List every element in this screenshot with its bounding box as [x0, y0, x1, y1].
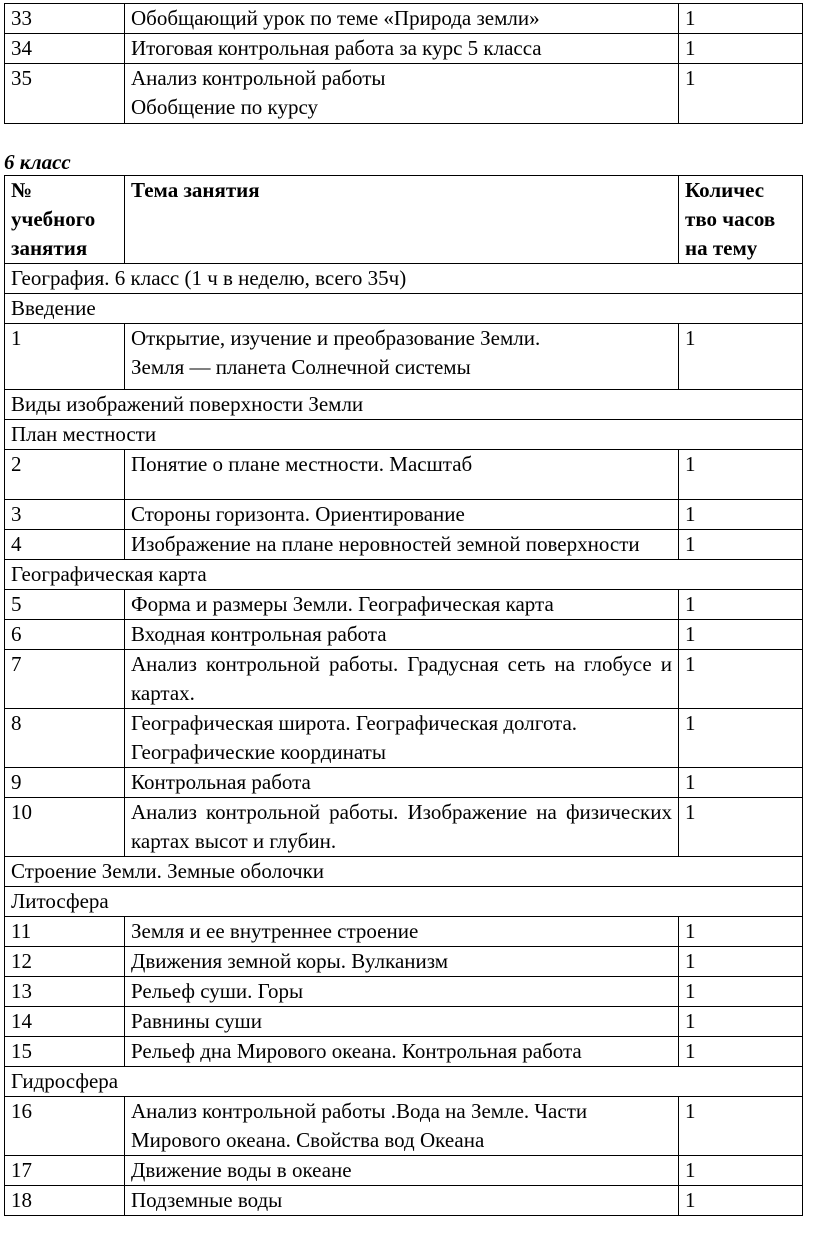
table-row	[5, 947, 803, 977]
subsection-row	[5, 887, 803, 917]
lesson-number: 14	[5, 1007, 125, 1037]
lesson-number: 18	[5, 1186, 125, 1216]
section-intro: Введение	[5, 294, 803, 324]
lesson-hours: 1	[679, 500, 803, 530]
table-row	[5, 34, 803, 64]
course-title: География. 6 класс (1 ч в неделю, всего 35ч)	[5, 264, 803, 294]
lesson-topic	[125, 64, 679, 124]
lesson-number: 11	[5, 917, 125, 947]
section-images: Виды изображений поверхности Земли	[5, 390, 803, 420]
header-hours: Количес тво часов на тему	[679, 176, 803, 264]
lesson-topic: Входная контрольная работа	[125, 620, 679, 650]
lesson-number: 5	[5, 590, 125, 620]
subsection-row	[5, 420, 803, 450]
subsection-map: Географическая карта	[5, 560, 803, 590]
lesson-hours: 1	[679, 450, 803, 500]
lesson-topic	[125, 709, 679, 768]
table-row	[5, 1007, 803, 1037]
lesson-number: 16	[5, 1097, 125, 1156]
lesson-hours: 1	[679, 1007, 803, 1037]
lesson-topic: Изображение на плане неровностей земной поверхности	[125, 530, 679, 560]
table-row	[5, 450, 803, 500]
table-row	[5, 324, 803, 390]
lesson-topic-line: Мирового океана. Свойства вод Океана	[131, 1128, 485, 1152]
lesson-topic: Понятие о плане местности. Масштаб	[125, 450, 679, 500]
lesson-number: 35	[5, 64, 125, 124]
lesson-hours: 1	[679, 4, 803, 34]
table-row	[5, 530, 803, 560]
subsection-plan: План местности	[5, 420, 803, 450]
lesson-topic: Форма и размеры Земли. Географическая карта	[125, 590, 679, 620]
lesson-topic: Обобщающий урок по теме «Природа земли»	[125, 4, 679, 34]
lesson-hours: 1	[679, 530, 803, 560]
table-row	[5, 798, 803, 857]
lessons-table-grade5-end	[4, 3, 803, 124]
lesson-topic-line: Обобщение по курсу	[131, 95, 319, 119]
lesson-topic-line: Земля — планета Солнечной системы	[131, 355, 471, 379]
lesson-hours: 1	[679, 1156, 803, 1186]
section-row	[5, 390, 803, 420]
course-row	[5, 264, 803, 294]
lesson-hours: 1	[679, 798, 803, 857]
section-structure: Строение Земли. Земные оболочки	[5, 857, 803, 887]
lesson-number: 9	[5, 768, 125, 798]
subsection-lithosphere: Литосфера	[5, 887, 803, 917]
lesson-topic: Контрольная работа	[125, 768, 679, 798]
lesson-number: 15	[5, 1037, 125, 1067]
lesson-topic: Анализ контрольной работы. Изображение на физических картах высот и глубин.	[125, 798, 679, 857]
lesson-topic-line: Открытие, изучение и преобразование Земли.	[131, 326, 541, 350]
lesson-topic: Равнины суши	[125, 1007, 679, 1037]
lesson-topic: Земля и ее внутреннее строение	[125, 917, 679, 947]
table-row	[5, 709, 803, 768]
section-row	[5, 294, 803, 324]
header-number: № учебного занятия	[5, 176, 125, 264]
lesson-hours: 1	[679, 620, 803, 650]
lesson-number: 34	[5, 34, 125, 64]
lesson-hours: 1	[679, 947, 803, 977]
table-row	[5, 768, 803, 798]
section-row	[5, 857, 803, 887]
table-row	[5, 620, 803, 650]
lesson-topic: Анализ контрольной работы. Градусная сеть на глобусе и картах.	[125, 650, 679, 709]
table-header-row	[5, 176, 803, 264]
lesson-number: 6	[5, 620, 125, 650]
lesson-hours: 1	[679, 64, 803, 124]
lesson-topic: Подземные воды	[125, 1186, 679, 1216]
table-row	[5, 917, 803, 947]
lesson-hours: 1	[679, 650, 803, 709]
lesson-number: 1	[5, 324, 125, 390]
lesson-number: 2	[5, 450, 125, 500]
lesson-topic: Рельеф дна Мирового океана. Контрольная работа	[125, 1037, 679, 1067]
lesson-topic-line: Анализ контрольной работы .Вода на Земле. Части	[131, 1099, 588, 1123]
lesson-hours: 1	[679, 1037, 803, 1067]
subsection-row	[5, 1067, 803, 1097]
lesson-topic: Итоговая контрольная работа за курс 5 класса	[125, 34, 679, 64]
table-row	[5, 1156, 803, 1186]
subsection-row	[5, 560, 803, 590]
lesson-number: 3	[5, 500, 125, 530]
lesson-number: 17	[5, 1156, 125, 1186]
table-row	[5, 1037, 803, 1067]
lesson-hours: 1	[679, 590, 803, 620]
lesson-topic	[125, 324, 679, 390]
table-row	[5, 4, 803, 34]
table-row	[5, 977, 803, 1007]
lesson-number: 12	[5, 947, 125, 977]
table-row	[5, 500, 803, 530]
table-row	[5, 590, 803, 620]
lesson-hours: 1	[679, 1097, 803, 1156]
lesson-hours: 1	[679, 709, 803, 768]
table-row	[5, 650, 803, 709]
lesson-hours: 1	[679, 917, 803, 947]
lesson-hours: 1	[679, 324, 803, 390]
lesson-hours: 1	[679, 768, 803, 798]
lessons-table-grade6	[4, 175, 803, 1216]
section-title: 6 класс	[4, 150, 71, 174]
lesson-topic-line: Географические координаты	[131, 740, 386, 764]
lesson-hours: 1	[679, 34, 803, 64]
lesson-topic: Движение воды в океане	[125, 1156, 679, 1186]
lesson-number: 7	[5, 650, 125, 709]
lesson-hours: 1	[679, 1186, 803, 1216]
lesson-topic-line: Географическая широта. Географическая долгота.	[131, 711, 578, 735]
table-row	[5, 64, 803, 124]
table-row	[5, 1097, 803, 1156]
lesson-number: 4	[5, 530, 125, 560]
lesson-topic: Движения земной коры. Вулканизм	[125, 947, 679, 977]
lesson-number: 10	[5, 798, 125, 857]
table-row	[5, 1186, 803, 1216]
subsection-hydrosphere: Гидросфера	[5, 1067, 803, 1097]
lesson-number: 33	[5, 4, 125, 34]
lesson-topic-line: Анализ контрольной работы	[131, 66, 386, 90]
lesson-number: 8	[5, 709, 125, 768]
header-topic: Тема занятия	[125, 176, 679, 264]
lesson-number: 13	[5, 977, 125, 1007]
lesson-topic	[125, 1097, 679, 1156]
lesson-hours: 1	[679, 977, 803, 1007]
lesson-topic: Стороны горизонта. Ориентирование	[125, 500, 679, 530]
lesson-topic: Рельеф суши. Горы	[125, 977, 679, 1007]
